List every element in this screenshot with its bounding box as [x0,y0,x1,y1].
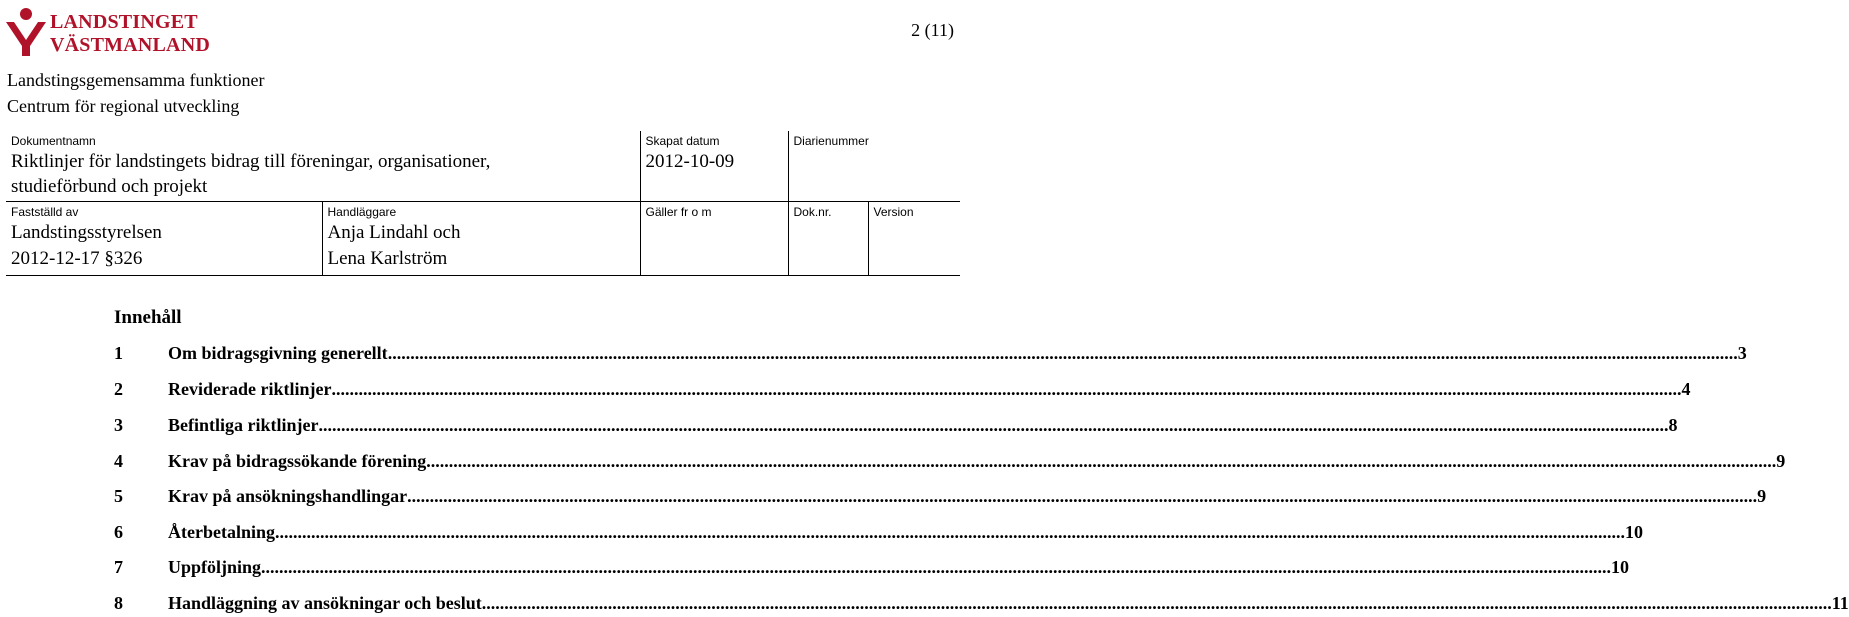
toc-entry[interactable] [114,557,1630,581]
toc-entry[interactable] [114,379,1691,403]
toc-entry-page: 10 [1611,557,1630,577]
landstinget-logo [4,6,210,58]
faststalld-value-1: Landstingsstyrelsen [11,221,162,243]
toc-entry-label: Om bidragsgivning generellt [168,343,388,363]
dokumentnamn-label: Dokumentnamn [11,134,96,148]
toc-entry[interactable] [114,593,1849,617]
document-header-table [6,131,960,276]
skapat-datum-value: 2012-10-09 [645,151,735,172]
toc-entry-page: 9 [1757,486,1767,506]
toc-entry-label: Befintliga riktlinjer [168,415,319,435]
version-cell [868,201,960,275]
faststalld-label: Fastställd av [11,204,79,219]
toc-entry-page: 8 [1668,415,1678,435]
handlaggare-label: Handläggare [327,204,397,219]
dok-nr-cell [788,201,868,275]
skapat-datum-cell [640,131,788,201]
logo-line-1: LANDSTINGET [50,11,198,33]
toc-entry-number: 8 [114,593,123,613]
toc-entry-label: Krav på ansökningshandlingar [168,486,408,506]
toc-entry-page: 10 [1625,522,1643,542]
toc-entry[interactable] [114,415,1678,439]
version-label: Version [873,204,914,219]
toc-entry-number: 3 [114,415,123,435]
toc-entry-number: 6 [114,522,123,542]
toc-entry[interactable] [114,486,1767,510]
page-number: 2 (11) [911,20,954,40]
logo-emblem-icon [4,6,48,58]
toc-entry-number: 1 [114,343,123,363]
toc-entry-leader: ............................................................................................................................................................................................................................................................................................................ [481,593,1832,613]
toc-entry-leader: ............................................................................................................................................................................................................................................................................................................ [426,451,1777,471]
toc-entry-number: 4 [114,451,123,471]
galler-fr-o-m-cell [640,201,788,275]
dokumentnamn-value-1: Riktlinjer för landstingets bidrag till föreningar, organisationer, [11,151,491,172]
handlaggare-cell [322,201,640,275]
toc-entry-page: 4 [1681,379,1691,399]
toc-entry-leader: ............................................................................................................................................................................................................................................................................................................ [275,522,1625,542]
toc-entry[interactable] [114,522,1643,546]
org-line-2: Centrum för regional utveckling [7,96,240,116]
faststalld-value-2: 2012-12-17 §326 [11,247,143,269]
toc-entry[interactable] [114,343,1747,367]
galler-fr-o-m-label: Gäller fr o m [645,204,712,219]
toc-entry-leader: ............................................................................................................................................................................................................................................................................................................ [261,557,1612,577]
handlaggare-value-2: Lena Karlström [327,247,448,269]
skapat-datum-label: Skapat datum [645,134,720,148]
diarienummer-label: Diarienummer [793,134,869,148]
toc-entry-leader: ............................................................................................................................................................................................................................................................................................................ [318,415,1669,435]
toc-entry-leader: ............................................................................................................................................................................................................................................................................................................ [407,486,1758,506]
toc-title: Innehåll [114,307,182,328]
diarienummer-cell [788,131,960,201]
toc-entry-label: Handläggning av ansökningar och beslut [168,593,482,613]
toc-entry-page: 11 [1831,593,1849,613]
toc-entry-page: 3 [1737,343,1747,363]
toc-entry-leader: ............................................................................................................................................................................................................................................................................................................ [331,379,1682,399]
toc-entry-leader: ............................................................................................................................................................................................................................................................................................................ [387,343,1738,363]
logo-line-2: VÄSTMANLAND [50,34,210,56]
toc-entry-number: 2 [114,379,123,399]
toc-entry[interactable] [114,451,1786,475]
org-line-1: Landstingsgemensamma funktioner [7,70,265,90]
handlaggare-value-1: Anja Lindahl och [327,221,461,243]
toc-entry-label: Reviderade riktlinjer [168,379,332,399]
toc-entry-label: Återbetalning [168,522,275,542]
toc-entry-label: Uppföljning [168,557,262,577]
toc-entry-number: 7 [114,557,123,577]
dokumentnamn-cell [6,131,640,201]
dok-nr-label: Dok.nr. [793,204,832,219]
faststalld-cell [6,201,322,275]
dokumentnamn-value-2: studieförbund och projekt [11,176,208,197]
toc-entry-label: Krav på bidragssökande förening [168,451,427,471]
toc-entry-number: 5 [114,486,123,506]
toc-entry-page: 9 [1776,451,1786,471]
